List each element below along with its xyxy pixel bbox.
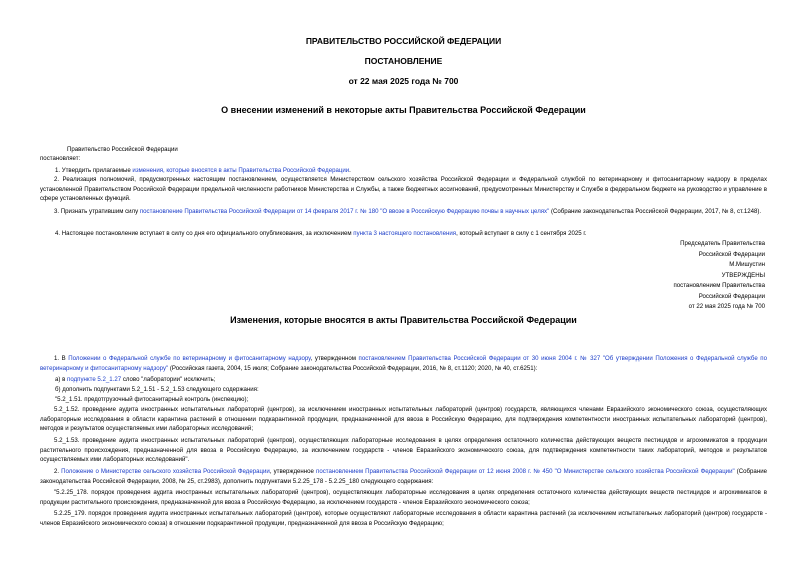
quote-3: 5.2_1.53. проведение аудита иностранных испытательных лабораторий (центров), осуществляющих лабораторные исследования в целях определения остаточного количества действующих веществ пестицидов и агрохимикатов в продукции растительного происхождения, предназначенной для ввоза в Российскую Федерацию, за исключением государств - членов Евразийского экономического союза, для подтверждения компетентности таких лабораторий, методов и результатов осуществляемых ими лабораторных исследований". (40, 437, 767, 463)
item-3 (40, 207, 767, 217)
item-4-suffix: , который вступает в силу с 1 сентября 2025 г. (456, 230, 587, 237)
item-3-prefix: 3. Признать утратившим силу (54, 208, 140, 215)
signature-block (673, 239, 765, 313)
signature-role-2: Российской Федерации (698, 250, 765, 258)
signature-name: М.Мишустин (729, 261, 765, 268)
change-2-mid: , утвержденное (269, 468, 317, 475)
document-title: О внесении изменений в некоторые акты Правительства Российской Федерации (221, 105, 586, 115)
government-heading: ПРАВИТЕЛЬСТВО РОССИЙСКОЙ ФЕДЕРАЦИИ (305, 36, 502, 46)
quote-2: 5.2_1.52. проведение аудита иностранных испытательных лабораторий (центров), за исключением иностранных испытательных лабораторий (центров) государств, являющихся членами Евразийского экономического союза, осуществляющих лабораторные исследования в области карантина растений в отношении подкарантинной продукции, предназначенной для ввоза в Российскую Федерацию, для подтверждения компетентности иностранных испытательных лабораторий (центров), методов и результатов осуществляемых ими лабораторных исследований; (40, 406, 767, 432)
change-1-prefix: 1. В (54, 355, 69, 362)
item-1-link[interactable]: изменения, которые вносятся в акты Правительства Российской Федерации (132, 167, 350, 174)
change-2-link-2[interactable]: постановлением Правительства Российской Федерации от 12 июня 2008 г. № 450 "О Министерстве сельского хозяйства Российской Федерации" (316, 468, 735, 475)
change-2-suffix: (Собрание законодательства Российской Федерации, 2008, № 25, ст.2983), дополнить подпунктами 5.2.25_178 - 5.2.25_180 следующего содержания: (40, 468, 767, 485)
item-2: 2. Реализация полномочий, предусмотренных настоящим постановлением, осуществляется Министерством сельского хозяйства Российской Федерации и Федеральной службой по ветеринарному и фитосанитарному надзору в пределах установленной Правительством Российской Федерации предельной численности работников Министерства и Службы, а также бюджетных ассигнований, предусмотренных Министерству и Службе в федеральном бюджете на руководство и управление в сфере установленных функций. (40, 176, 767, 202)
item-3-link[interactable]: постановление Правительства Российской Федерации от 14 февраля 2017 г. № 180 "О ввозе в Российскую Федерацию почвы в научных целях" (139, 208, 550, 215)
change-2-prefix: 2. (54, 468, 62, 475)
item-1 (55, 166, 351, 175)
subitem-a-suffix: слово "лаборатории" исключить; (121, 376, 216, 383)
item-4-link[interactable]: пункта 3 настоящего постановления (353, 230, 457, 237)
change-2 (40, 467, 767, 486)
change-1-suffix: (Российская газета, 2004, 15 июля; Собрание законодательства Российской Федерации, 2016, № 8, ст.1120; 2020, № 40, ст.6251): (168, 364, 538, 372)
changes-title: Изменения, которые вносятся в акты Правительства Российской Федерации (230, 315, 577, 325)
subitem-a-link[interactable]: подпункте 5.2_1.27 (67, 376, 122, 383)
subitem-a (55, 375, 215, 384)
quote-1: "5.2_1.51. предотгрузочный фитосанитарный контроль (инспекцию); (55, 396, 249, 403)
item-3-suffix: (Собрание законодательства Российской Федерации, 2017, № 8, ст.1248). (549, 208, 762, 215)
approval-approved: УТВЕРЖДЕНЫ (721, 271, 765, 279)
quote-4: "5.2.25_178. порядок проведения аудита иностранных испытательных лабораторий (центров), осуществляющих лабораторные исследования в целях определения остаточного количества действующих веществ пестицидов и агрохимикатов в продукции растительного происхождения, предназначенной для ввоза в Российскую Федерацию, за исключением государств - членов Евразийского экономического союза; (40, 489, 767, 506)
preamble-line-1: Правительство Российской Федерации (67, 146, 178, 153)
item-1-prefix: 1. Утвердить прилагаемые (55, 167, 133, 174)
subitem-b: б) дополнить подпунктами 5.2_1.51 - 5.2_1.53 следующего содержания: (55, 386, 259, 393)
item-4 (55, 229, 587, 238)
date-number-heading: от 22 мая 2025 года № 700 (348, 76, 459, 86)
doc-type-heading: ПОСТАНОВЛЕНИЕ (364, 56, 443, 66)
change-1-link-2[interactable]: постановлением Правительства Российской Федерации от 30 июня 2004 г. № 327 "Об утверждении Положения о Федеральной службе по ветеринарному и фитосанитарному надзору" (40, 355, 767, 372)
signature-role-1: Председатель Правительства (680, 240, 765, 247)
item-1-suffix: . (349, 167, 351, 174)
change-2-link-1[interactable]: Положение о Министерстве сельского хозяйства Российской Федерации (61, 468, 270, 475)
approval-by: постановлением Правительства (673, 282, 765, 289)
change-1-link-1[interactable]: Положении о Федеральной службе по ветеринарному и фитосанитарному надзору (68, 355, 311, 362)
item-4-prefix: 4. Настоящее постановление вступает в силу со дня его официального опубликования, за исключением (55, 230, 354, 237)
change-1-mid: , утвержденном (310, 355, 359, 362)
quote-5: 5.2.25_179. порядок проведения аудита иностранных испытательных лабораторий (центров), которые осуществляют лабораторные исследования в области карантина растений (за исключением испытательных лабораторий (центров) государств - членов Евразийского экономического союза) в отношении подкарантинной продукции, предназначенной для ввоза в Российскую Федерацию; (40, 510, 767, 527)
approval-of: Российской Федерации (698, 292, 765, 300)
change-1 (40, 354, 767, 373)
approval-date: от 22 мая 2025 года № 700 (688, 303, 765, 310)
preamble-line-2: постановляет: (40, 155, 81, 162)
subitem-a-prefix: а) в (55, 376, 68, 383)
